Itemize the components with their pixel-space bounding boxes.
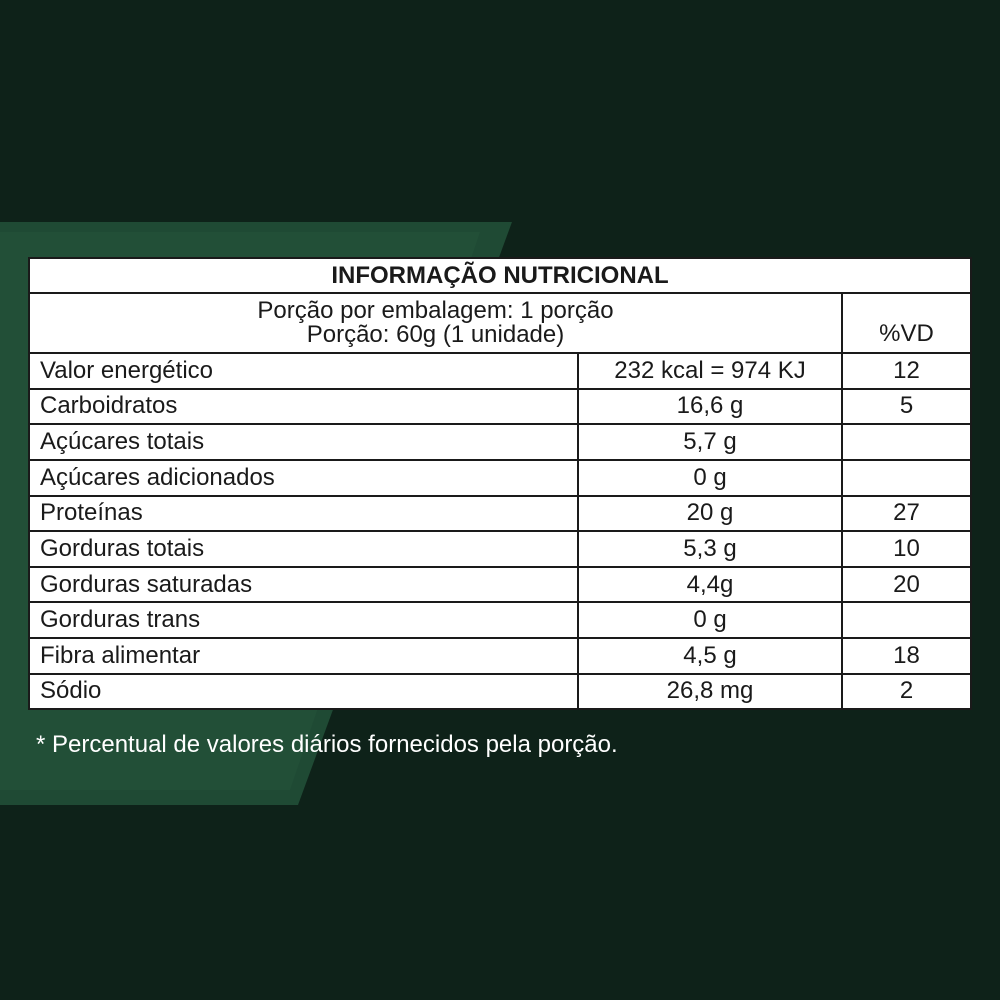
table-row [30,567,970,603]
nutrient-daily-value [842,424,970,460]
nutrient-name: Proteínas [30,496,578,532]
nutrient-daily-value: 5 [842,389,970,425]
title-row [30,259,970,293]
nutrient-amount: 0 g [578,602,842,638]
table-row [30,602,970,638]
nutrient-amount: 232 kcal = 974 KJ [578,353,842,389]
nutrient-amount: 0 g [578,460,842,496]
nutrient-name: Gorduras totais [30,531,578,567]
nutrient-daily-value [842,460,970,496]
table-title: INFORMAÇÃO NUTRICIONAL [30,259,970,293]
nutrient-amount: 4,5 g [578,638,842,674]
nutrient-amount: 4,4g [578,567,842,603]
nutrient-daily-value [842,602,970,638]
nutrient-daily-value: 18 [842,638,970,674]
nutrient-name: Valor energético [30,353,578,389]
nutrient-name: Açúcares totais [30,424,578,460]
nutrient-amount: 20 g [578,496,842,532]
serving-row [30,293,970,353]
table-row [30,389,970,425]
nutrient-name: Sódio [30,674,578,708]
nutrient-daily-value: 10 [842,531,970,567]
table-row [30,496,970,532]
nutrient-daily-value: 2 [842,674,970,708]
nutrient-daily-value: 12 [842,353,970,389]
nutrient-daily-value: 20 [842,567,970,603]
nutrient-name: Gorduras saturadas [30,567,578,603]
nutrient-name: Fibra alimentar [30,638,578,674]
serving-per-package: Porção por embalagem: 1 porção [257,297,614,324]
table-row [30,674,970,708]
nutrition-table [30,259,970,708]
table-row [30,460,970,496]
nutrition-facts-panel [28,257,972,710]
table-row [30,531,970,567]
nutrient-amount: 5,3 g [578,531,842,567]
table-row [30,353,970,389]
nutrient-amount: 16,6 g [578,389,842,425]
table-row [30,424,970,460]
nutrient-amount: 26,8 mg [578,674,842,708]
nutrient-name: Gorduras trans [30,602,578,638]
serving-info [30,293,842,353]
table-row [30,638,970,674]
serving-size: Porção: 60g (1 unidade) [306,321,565,348]
nutrient-name: Açúcares adicionados [30,460,578,496]
footnote: * Percentual de valores diários fornecidos pela porção. [36,731,618,758]
nutrient-daily-value: 27 [842,496,970,532]
nutrient-name: Carboidratos [30,389,578,425]
vd-column-header: %VD [842,293,970,353]
nutrient-amount: 5,7 g [578,424,842,460]
